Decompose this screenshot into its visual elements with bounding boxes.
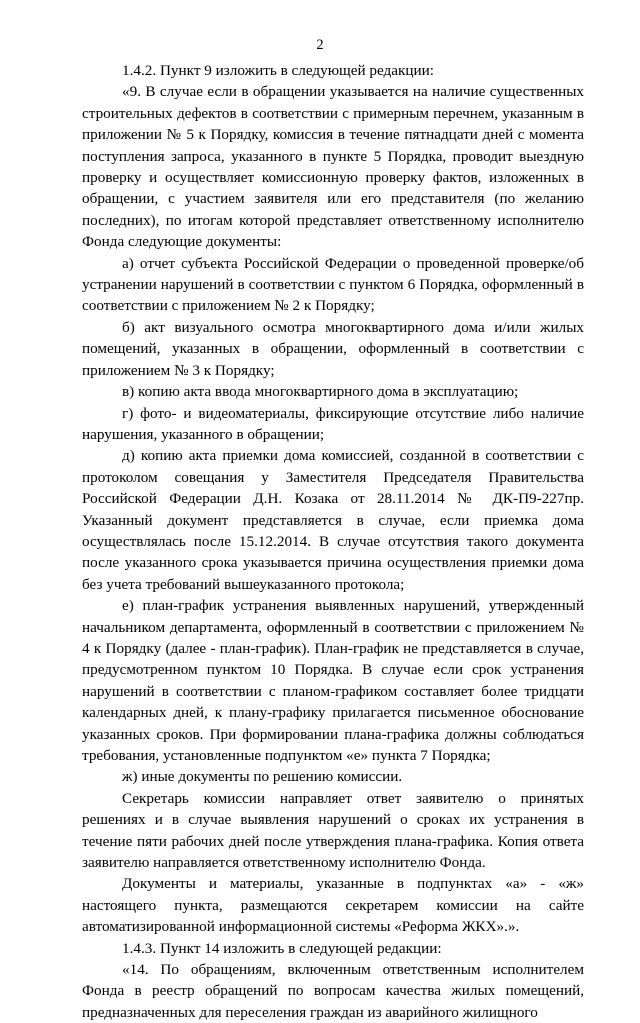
paragraph-1-4-2-heading: 1.4.2. Пункт 9 изложить в следующей редакции:	[122, 62, 435, 79]
page-number: 2	[316, 37, 324, 53]
paragraph-secretary-response: Секретарь комиссии направляет ответ заявителю о принятых решениях и в случае выявления нарушений о сроках их устранения в течение пяти рабочих дней после утверждения плана-графика. Копия ответа заявителю направляется ответственному исполнителю Фонда.	[82, 789, 584, 872]
paragraph-subitem-v: в) копию акта ввода многоквартирного дома в эксплуатацию;	[122, 383, 519, 401]
paragraph-subitem-e: е) план-график устранения выявленных нарушений, утвержденный начальником департамента, оформленный в соответствии с приложением № 4 к Порядку (далее - план-график). План-график не представляется в случае, предусмотренном пунктом 10 Порядка. В случае если срок устранения нарушений в соответствии с планом-графиком составляет более тридцати календарных дней, к плану-графику прилагается письменное обоснование указанных сроков. При формировании плана-графика должны соблюдаться требования, установленные подпунктом «е» пункта 7 Порядка;	[82, 597, 584, 764]
paragraph-1-4-3-heading: 1.4.3. Пункт 14 изложить в следующей редакции:	[122, 939, 442, 957]
paragraph-subitem-a: а) отчет субъекта Российской Федерации о проведенной проверке/об устранении нарушений в соответствии с пунктом 6 Порядка, оформленный в соответствии с приложением № 2 к Порядку;	[82, 254, 584, 315]
paragraph-item-9: «9. В случае если в обращении указывается на наличие существенных строительных дефектов в соответствии с примерным перечнем, указанным в приложении № 5 к Порядку, комиссия в течение пятнадцати дней с момента поступления запроса, указанного в пункте 5 Порядка, проводит выездную проверку и осуществляет комиссионную проверку фактов, изложенных в обращении, с участием заявителя или его представителя (по желанию последних), по итогам которой представляет ответственному исполнителю Фонда следующие документы:	[82, 83, 584, 251]
paragraph-item-14: «14. По обращениям, включенным ответственным исполнителем Фонда в реестр обращений по вопросам качества жилых помещений, предназначенных для переселения граждан из аварийного жилищного	[82, 961, 584, 1021]
paragraph-subitem-b: б) акт визуального осмотра многоквартирного дома и/или жилых помещений, указанных в обращении, оформленный в соответствии с приложением № 3 к Порядку;	[82, 318, 584, 379]
paragraph-subitem-d: д) копию акта приемки дома комиссией, созданной в соответствии с протоколом совещания у Заместителя Председателя Правительства Российской Федерации Д.Н. Козака от 28.11.2014 № ДК-П9-227пр. Указанный документ представляется в случае, если приемка дома осуществлялась после 15.12.2014. В случае отсутствия такого документа после указанного срока указывается причина осуществления приемки дома без учета требований вышеуказанного протокола;	[82, 447, 584, 593]
paragraph-subitem-g: г) фото- и видеоматериалы, фиксирующие отсутствие либо наличие нарушения, указанного в обращении;	[82, 404, 584, 443]
paragraph-documents-placement: Документы и материалы, указанные в подпунктах «а» - «ж» настоящего пункта, размещаются секретарем комиссии на сайте автоматизированной информационной системы «Реформа ЖКХ».».	[82, 875, 584, 936]
paragraph-subitem-zh: ж) иные документы по решению комиссии.	[122, 768, 403, 786]
document-body	[82, 60, 584, 1023]
